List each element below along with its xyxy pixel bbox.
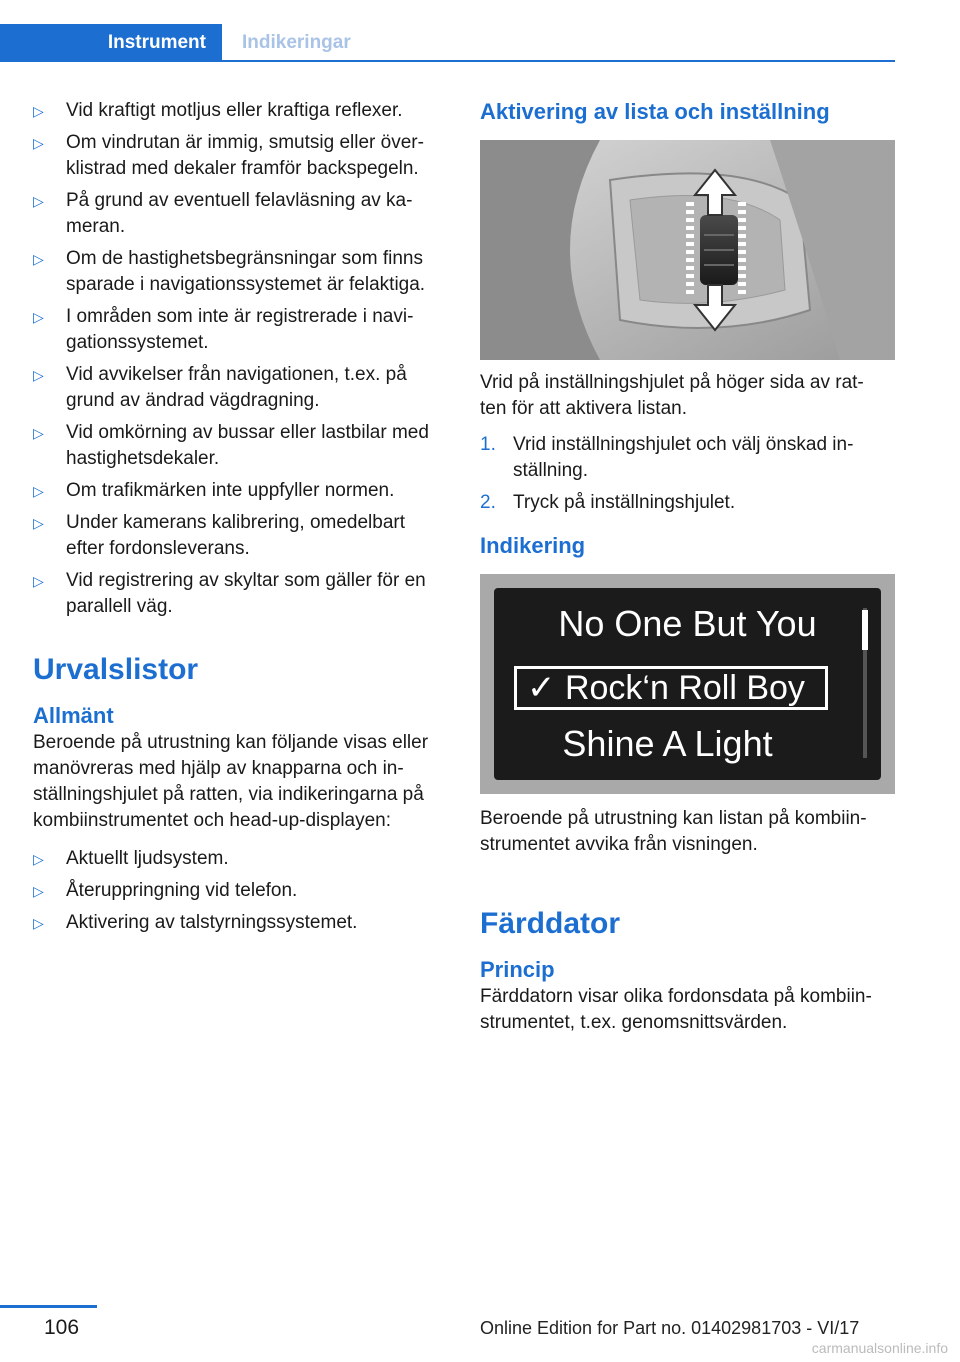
caption-indikering: Beroende på utrustning kan listan på kombiin- strumentet avvika från visningen. bbox=[480, 808, 867, 855]
display-screen bbox=[494, 588, 881, 780]
tab-instrument[interactable]: Instrument bbox=[0, 24, 222, 62]
triangle-bullet-icon: ▷ bbox=[33, 251, 44, 267]
caption-aktivering: Vrid på inställningshjulet på höger sida av rat- ten för att aktivera listan. bbox=[480, 372, 864, 419]
list-item: ▷ Om trafikmärken inte uppfyller normen. bbox=[33, 478, 448, 504]
list-item: ▷ Om vindrutan är immig, smutsig eller över- klistrad med dekaler framför backspegeln. bbox=[33, 132, 424, 179]
list-item: ▷ Om de hastighetsbegränsningar som finns sparade i navigationssystemet är felaktiga. bbox=[33, 248, 426, 295]
bullet-list-top bbox=[33, 98, 448, 620]
triangle-bullet-icon: ▷ bbox=[33, 851, 44, 867]
list-item: ▷ Återuppringning vid telefon. bbox=[33, 878, 448, 904]
list-item: ▷ I områden som inte är registrerade i navi- gationssystemet. bbox=[33, 306, 414, 353]
list-item: ▷ Vid registrering av skyltar som gäller för en parallell väg. bbox=[33, 570, 426, 617]
display-item-2: Rock‘n Roll Boy bbox=[564, 669, 805, 707]
tab-indikeringar[interactable]: Indikeringar bbox=[242, 32, 351, 53]
display-figure bbox=[480, 574, 895, 794]
section-title-farddator: Färddator bbox=[480, 907, 621, 940]
list-item: ▷ Vid kraftigt motljus eller kraftiga reflexer. bbox=[33, 98, 448, 124]
display-scrollbar-thumb bbox=[862, 610, 868, 650]
section-title-urvalslistor: Urvalslistor bbox=[33, 653, 199, 686]
triangle-bullet-icon: ▷ bbox=[33, 309, 44, 325]
list-item: 2. Tryck på inställningshjulet. bbox=[480, 492, 736, 513]
footer-divider bbox=[0, 1305, 97, 1308]
list-item: ▷ Aktivering av talstyrningssystemet. bbox=[33, 910, 448, 936]
right-column bbox=[480, 98, 895, 1036]
steering-wheel-illustration bbox=[480, 140, 895, 360]
triangle-bullet-icon: ▷ bbox=[33, 425, 44, 441]
triangle-bullet-icon: ▷ bbox=[33, 573, 44, 589]
subsection-title-princip: Princip bbox=[480, 957, 555, 982]
checkmark-icon: ✓ bbox=[527, 669, 556, 707]
bullet-list-bottom bbox=[33, 846, 448, 936]
triangle-bullet-icon: ▷ bbox=[33, 135, 44, 151]
footer-edition: Online Edition for Part no. 01402981703 - VI/17 bbox=[480, 1318, 860, 1338]
list-item: ▷ Under kamerans kalibrering, omedelbart efter fordonsleverans. bbox=[33, 512, 405, 559]
left-column bbox=[33, 98, 448, 942]
list-item: ▷ Aktuellt ljudsystem. bbox=[33, 846, 448, 872]
triangle-bullet-icon: ▷ bbox=[33, 193, 44, 209]
display-item-3: Shine A Light bbox=[562, 723, 773, 764]
paragraph-allmant: Beroende på utrustning kan följande visas eller manövreras med hjälp av knapparna och in- ställningshjulet på ratten, via indikeringarna på kombiinstrumentet och head-up-displayen: bbox=[33, 732, 429, 831]
page-number: 106 bbox=[44, 1316, 80, 1339]
list-item: ▷ På grund av eventuell felavläsning av ka- meran. bbox=[33, 190, 413, 237]
tab-underline bbox=[0, 60, 895, 62]
steering-wheel-figure bbox=[480, 140, 895, 360]
triangle-bullet-icon: ▷ bbox=[33, 915, 44, 931]
triangle-bullet-icon: ▷ bbox=[33, 883, 44, 899]
paragraph-princip: Färddatorn visar olika fordonsdata på kombiin- strumentet, t.ex. genomsnittsvärden. bbox=[480, 986, 872, 1033]
display-item-selected bbox=[514, 666, 828, 710]
subsection-title-aktivering: Aktivering av lista och inställning bbox=[480, 99, 830, 124]
triangle-bullet-icon: ▷ bbox=[33, 515, 44, 531]
triangle-bullet-icon: ▷ bbox=[33, 483, 44, 499]
list-item: ▷ Vid avvikelser från navigationen, t.ex. på grund av ändrad vägdragning. bbox=[33, 364, 407, 411]
triangle-bullet-icon: ▷ bbox=[33, 103, 44, 119]
subsection-title-allmant: Allmänt bbox=[33, 703, 114, 728]
header-tabs bbox=[0, 24, 895, 62]
step-list bbox=[480, 432, 895, 516]
list-item: 1. Vrid inställningshjulet och välj önskad in- ställning. bbox=[480, 434, 854, 481]
watermark: carmanualsonline.info bbox=[811, 1340, 948, 1356]
list-item: ▷ Vid omkörning av bussar eller lastbilar med hastighetsdekaler. bbox=[33, 422, 429, 469]
triangle-bullet-icon: ▷ bbox=[33, 367, 44, 383]
subsection-title-indikering: Indikering bbox=[480, 533, 586, 558]
display-item-1: No One But You bbox=[558, 603, 817, 644]
